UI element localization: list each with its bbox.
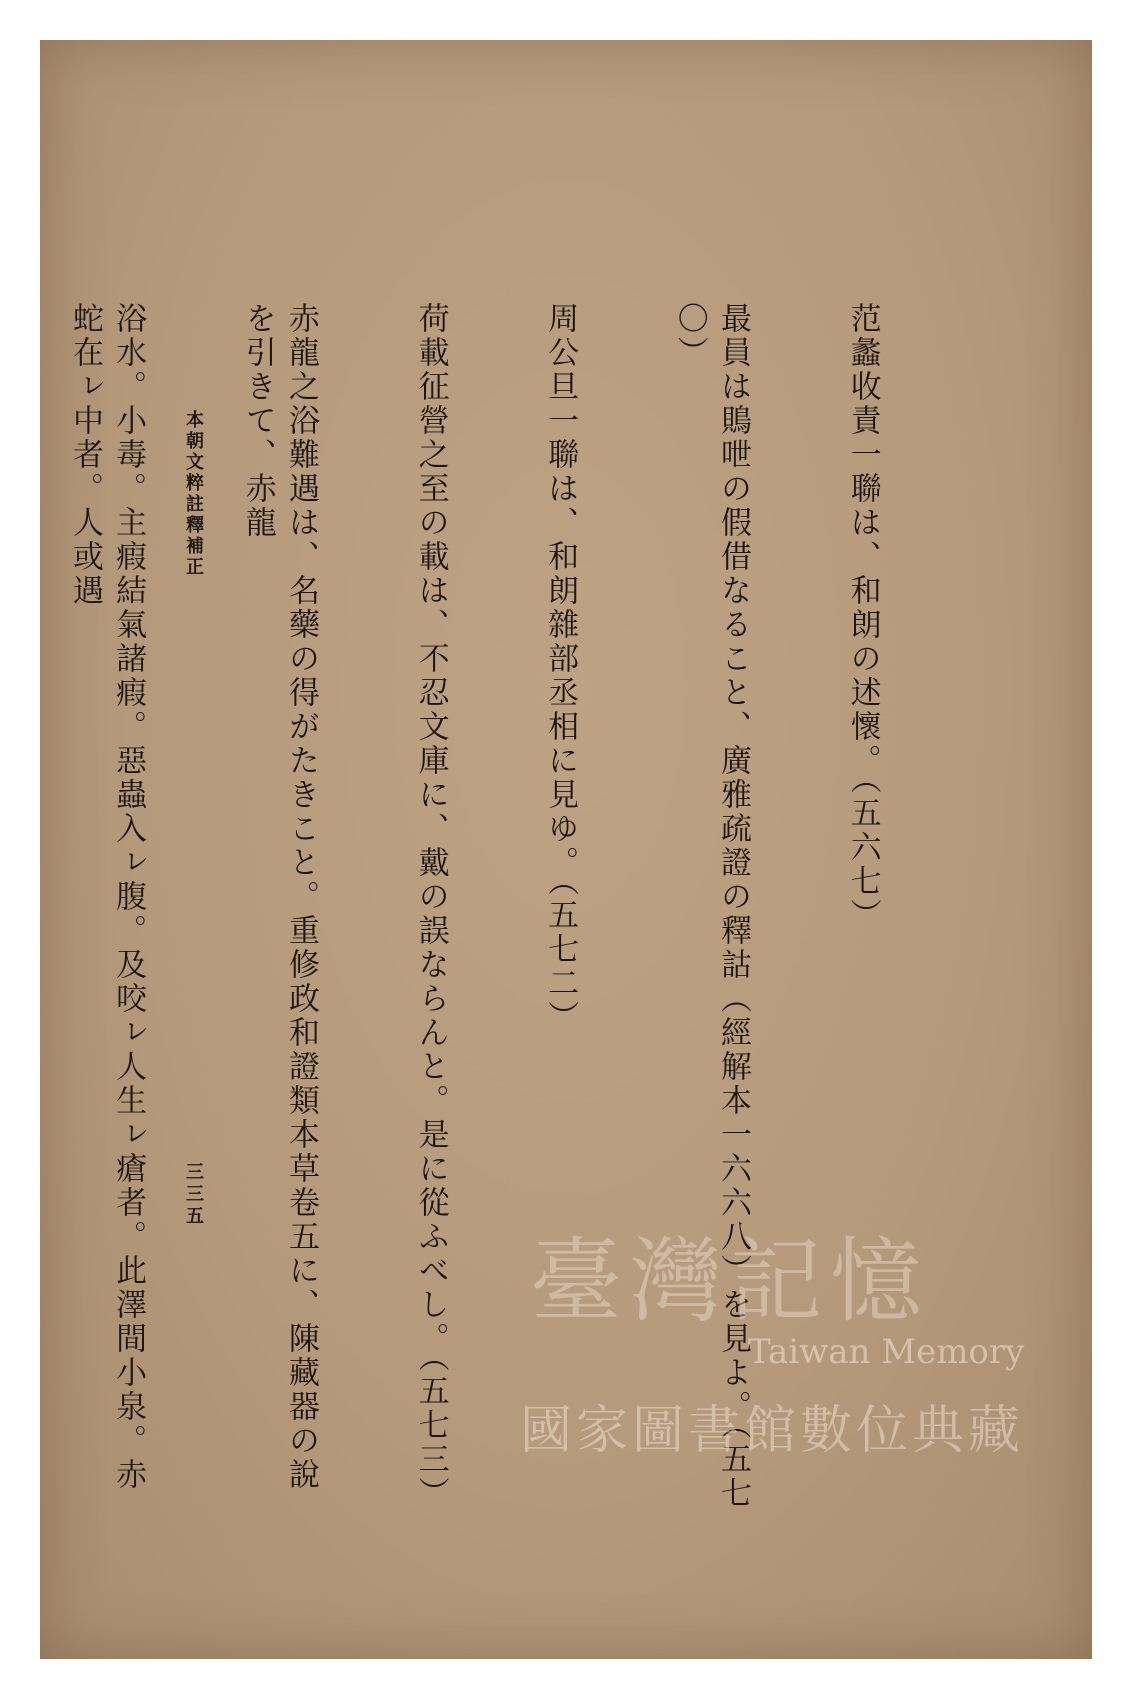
watermark-chinese-text: 國家圖書館數位典藏 [520, 1401, 1025, 1461]
watermark-script-text: 臺灣記憶 [530, 1228, 931, 1335]
text-line-1: 范蠡收責一聯は、和朗の述懷。（五六七） [844, 302, 881, 933]
running-footer-title: 本朝文粹註釋補正 [183, 410, 204, 578]
text-line-4: 荷載征營之至の載は、不忍文庫に、戴の誤ならんと。是に從ふべし。（五七三） [412, 302, 449, 1511]
watermark-english-text: Taiwan Memory [748, 1332, 1025, 1372]
book-page [40, 40, 1092, 1659]
text-line-6: 浴水。小毒。主瘕結氣諸瘕。惡蟲入ㇾ腹。及咬ㇾ人生ㇾ瘡者。此澤間小泉。赤蛇在ㇾ中者。人或遇 [66, 302, 147, 1492]
text-line-3: 周公旦一聯は、和朗雜部丞相に見ゆ。（五七二） [542, 302, 579, 1035]
text-line-5: 赤龍之浴難遇は、名藥の得がたきこと。重修政和證類本草卷五に、陳藏器の說を引きて、赤龍 [239, 302, 319, 1492]
page-number: 三三五 [183, 1162, 204, 1228]
text-line-2: 最員は鵙呭の假借なること、廣雅疏證の釋詁（經解本一六六八）を見よ。（五七〇） [671, 302, 751, 1511]
